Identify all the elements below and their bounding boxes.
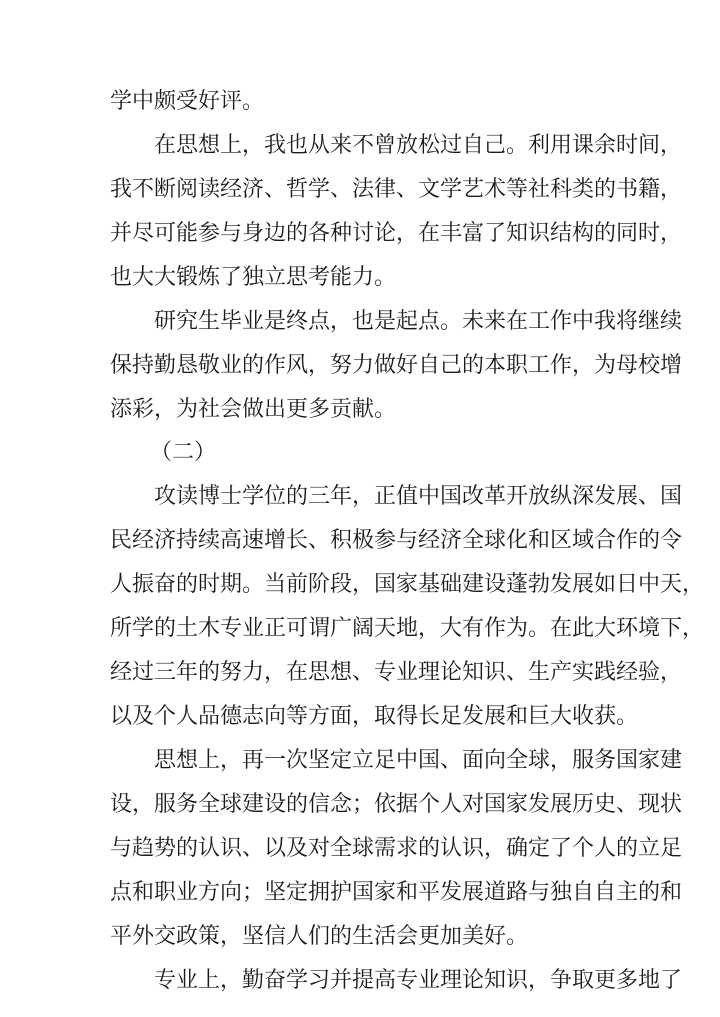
text-line: 所学的土木专业正可谓广阔天地，大有作为。在此大环境下， bbox=[110, 616, 705, 641]
text-line: 攻读博士学位的三年，正值中国改革开放纵深发展、国 bbox=[154, 484, 683, 509]
text-line: 民经济持续高速增长、积极参与经济全球化和区域合作的令 bbox=[110, 528, 683, 553]
text-line: 与趋势的认识、以及对全球需求的认识，确定了个人的立足 bbox=[110, 836, 683, 861]
text-line: 以及个人品德志向等方面，取得长足发展和巨大收获。 bbox=[110, 704, 639, 729]
text-line: 点和职业方向；坚定拥护国家和平发展道路与独自自主的和 bbox=[110, 880, 683, 905]
text-line: 思想上，再一次坚定立足中国、面向全球，服务国家建 bbox=[154, 748, 683, 773]
text-line: 专业上，勤奋学习并提高专业理论知识，争取更多地了 bbox=[154, 968, 683, 993]
text-line: 我不断阅读经济、哲学、法律、文学艺术等社科类的书籍， bbox=[110, 177, 683, 202]
text-line: 并尽可能参与身边的各种讨论，在丰富了知识结构的同时， bbox=[110, 221, 683, 246]
text-line: 研究生毕业是终点，也是起点。未来在工作中我将继续 bbox=[154, 309, 683, 334]
text-line: 保持勤恳敬业的作风，努力做好自己的本职工作，为母校增 bbox=[110, 353, 683, 378]
section-heading: （二） bbox=[150, 440, 217, 465]
text-line: 经过三年的努力，在思想、专业理论知识、生产实践经验， bbox=[110, 660, 683, 685]
text-line: 也大大锻炼了独立思考能力。 bbox=[110, 265, 397, 290]
text-line: 设，服务全球建设的信念；依据个人对国家发展历史、现状 bbox=[110, 792, 683, 817]
text-line: 平外交政策，坚信人们的生活会更加美好。 bbox=[110, 924, 529, 949]
text-line: 添彩，为社会做出更多贡献。 bbox=[110, 397, 397, 422]
text-line: 学中颇受好评。 bbox=[110, 89, 265, 114]
text-line: 在思想上，我也从来不曾放松过自己。利用课余时间， bbox=[154, 133, 683, 158]
text-line: 人振奋的时期。当前阶段，国家基础建设蓬勃发展如日中天， bbox=[110, 572, 705, 597]
